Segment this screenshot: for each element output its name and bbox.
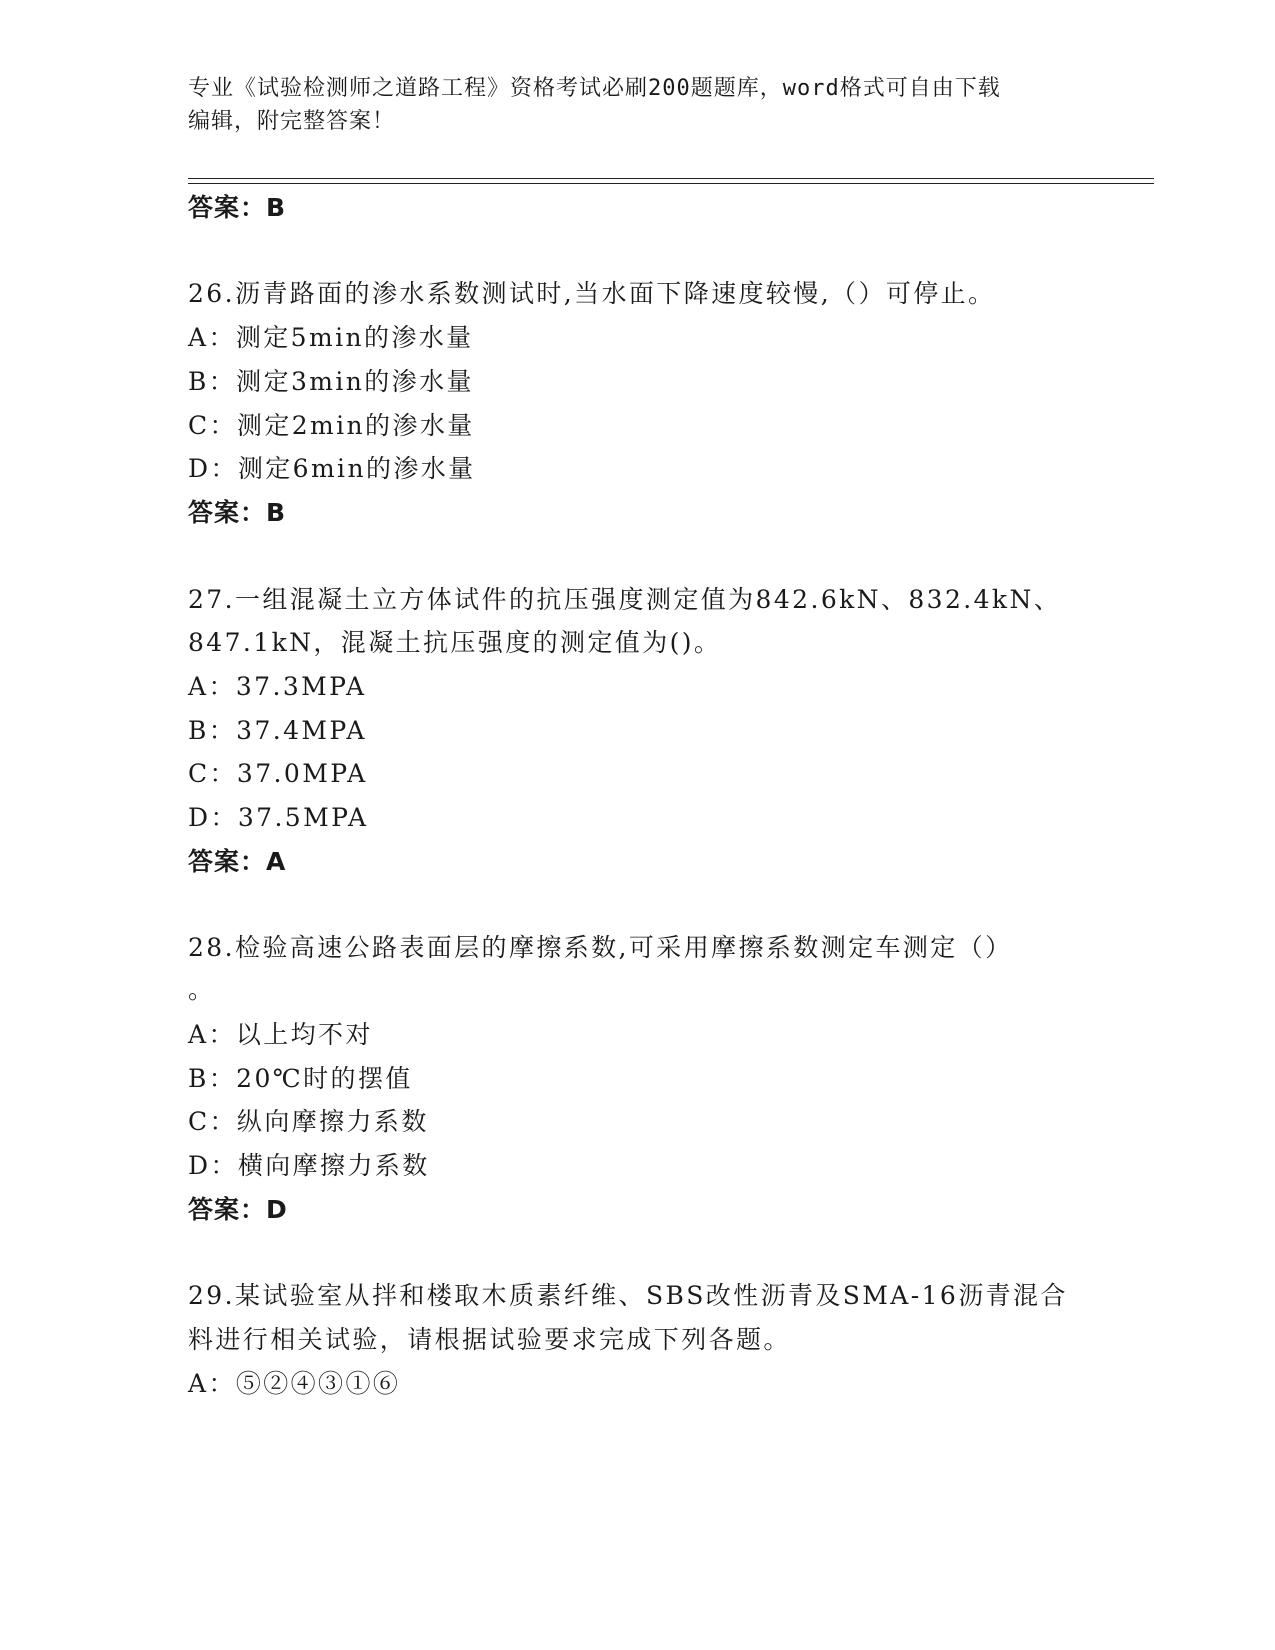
question-28-stem-line-2: 。: [188, 975, 216, 1004]
previous-answer: 答案：B: [188, 193, 287, 222]
header-rule-bottom: [188, 183, 1154, 184]
question-28-stem-line-1: 28.检验高速公路表面层的摩擦系数,可采用摩擦系数测定车测定（）: [188, 933, 1013, 962]
question-26-option-a: A：测定5min的渗水量: [188, 323, 474, 352]
question-28-option-d: D：横向摩擦力系数: [188, 1151, 430, 1180]
question-26-answer: 答案：B: [188, 498, 287, 527]
question-27-option-d: D：37.5MPA: [188, 803, 369, 832]
header-line-2: 编辑，附完整答案！: [188, 109, 396, 134]
question-27-stem-line-2: 847.1kN，混凝土抗压强度的测定值为()。: [188, 628, 722, 657]
question-27-stem-line-1: 27.一组混凝土立方体试件的抗压强度测定值为842.6kN、832.4kN、: [188, 585, 1062, 614]
question-26-option-c: C：测定2min的渗水量: [188, 411, 475, 440]
question-28-option-c: C：纵向摩擦力系数: [188, 1107, 429, 1136]
question-29-stem-line-1: 29.某试验室从拌和楼取木质素纤维、SBS改性沥青及SMA-16沥青混合: [188, 1281, 1068, 1310]
question-26-option-b: B：测定3min的渗水量: [188, 367, 474, 396]
question-29-option-a: A：⑤②④③①⑥: [188, 1369, 401, 1398]
question-29-stem-line-2: 料进行相关试验，请根据试验要求完成下列各题。: [188, 1325, 791, 1354]
question-27-answer: 答案：A: [188, 847, 287, 876]
document-header: [188, 72, 1088, 138]
question-28-option-a: A：以上均不对: [188, 1020, 373, 1049]
question-26-option-d: D：测定6min的渗水量: [188, 454, 476, 483]
header-rule-top: [188, 178, 1154, 179]
question-28-answer: 答案：D: [188, 1195, 288, 1224]
question-27-option-a: A：37.3MPA: [188, 672, 367, 701]
question-27-option-b: B：37.4MPA: [188, 716, 367, 745]
header-line-1: 专业《试验检测师之道路工程》资格考试必刷200题题库，word格式可自由下载: [188, 76, 1001, 101]
question-26-stem: 26.沥青路面的渗水系数测试时,当水面下降速度较慢,（）可停止。: [188, 279, 996, 308]
question-28-option-b: B：20℃时的摆值: [188, 1064, 413, 1093]
question-27-option-c: C：37.0MPA: [188, 759, 368, 788]
